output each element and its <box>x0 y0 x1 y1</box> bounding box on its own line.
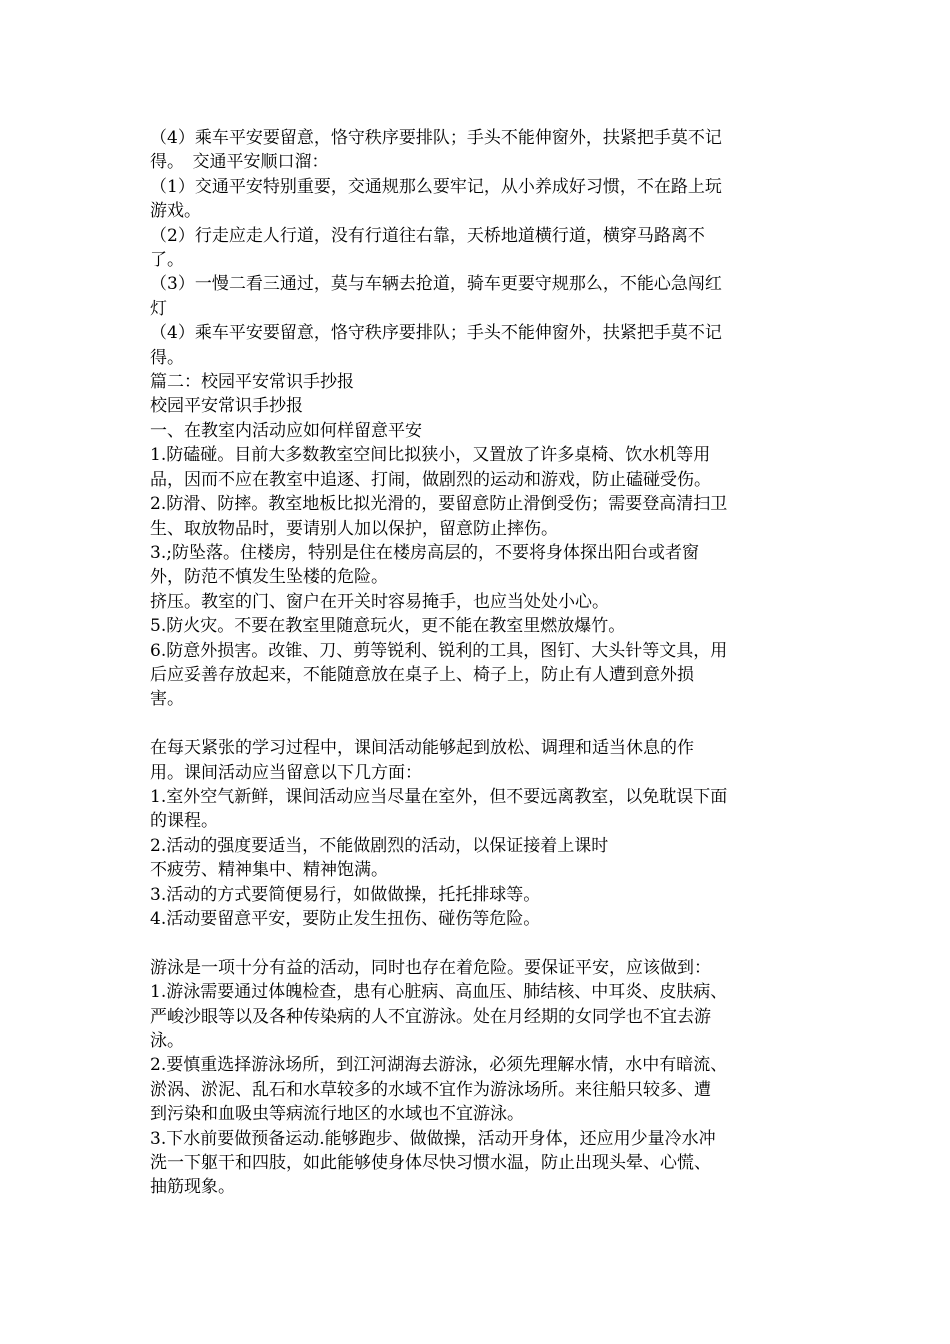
text-line: 1.室外空气新鲜，课间活动应当尽量在室外，但不要远离教室，以免耽误下面 <box>150 786 728 807</box>
text-line: 3.下水前要做预备运动.能够跑步、做做操，活动开身体，还应用少量冷水冲 <box>150 1128 716 1149</box>
text-line: 泳。 <box>150 1031 184 1051</box>
text-line: （2）行走应走人行道，没有行道往右靠，天桥地道横行道，横穿马路离不 <box>150 225 705 246</box>
text-line: 后应妥善存放起来，不能随意放在桌子上、椅子上，防止有人遭到意外损 <box>150 664 694 685</box>
text-line: 游戏。 <box>150 201 201 222</box>
text-line: 到污染和血吸虫等病流行地区的水域也不宜游泳。 <box>150 1104 524 1125</box>
text-line: 淤涡、淤泥、乱石和水草较多的水域不宜作为游泳场所。来往船只较多、遭 <box>150 1079 711 1100</box>
text-line: 6.防意外损害。改锥、刀、剪等锐利、锐利的工具，图钉、大头针等文具，用 <box>150 640 728 661</box>
text-line: 2.防滑、防摔。教室地板比拟光滑的，要留意防止滑倒受伤；需要登高清扫卫 <box>150 494 728 515</box>
text-line: 1.防磕碰。目前大多数教室空间比拟狭小，又置放了许多桌椅、饮水机等用 <box>150 445 711 466</box>
document-body <box>150 126 810 1200</box>
text-line: 不疲劳、精神集中、精神饱满。 <box>150 860 388 881</box>
text-line: （4）乘车平安要留意，恪守秩序要排队；手头不能伸窗外，扶紧把手莫不记 <box>150 128 722 148</box>
text-line: 5.防火灾。不要在教室里随意玩火，更不能在教室里燃放爆竹。 <box>150 616 626 637</box>
text-line: （4）乘车平安要留意，恪守秩序要排队；手头不能伸窗外，扶紧把手莫不记 <box>150 323 722 344</box>
text-line: 生、取放物品时，要请别人加以保护，留意防止摔伤。 <box>150 518 558 539</box>
text-line: 了。 <box>150 250 184 271</box>
text-line: 4.活动要留意平安，要防止发生扭伤、碰伤等危险。 <box>150 908 541 929</box>
text-line: 得。 交通平安顺口溜： <box>150 152 329 173</box>
text-line: 得。 <box>150 347 184 368</box>
text-line: （1）交通平安特别重要，交通规那么要牢记，从小养成好习惯，不在路上玩 <box>150 176 722 197</box>
text-line: 严峻沙眼等以及各种传染病的人不宜游泳。处在月经期的女同学也不宜去游 <box>150 1006 711 1027</box>
text-line: （3）一慢二看三通过，莫与车辆去抢道，骑车更要守规那么，不能心急闯红 <box>150 274 722 295</box>
text-line: 洗一下躯干和四肢，如此能够使身体尽快习惯水温，防止出现头晕、心慌、 <box>150 1153 711 1174</box>
text-line: 篇二：校园平安常识手抄报 <box>150 372 354 393</box>
text-line: 挤压。教室的门、窗户在开关时容易掩手，也应当处处小心。 <box>150 591 609 612</box>
text-line: 校园平安常识手抄报 <box>150 396 303 417</box>
text-line: 品，因而不应在教室中追逐、打闹，做剧烈的运动和游戏，防止磕碰受伤。 <box>150 469 711 490</box>
text-line: 一、在教室内活动应如何样留意平安 <box>150 420 422 441</box>
text-line: 3.;防坠落。住楼房，特别是住在楼房高层的，不要将身体探出阳台或者窗 <box>150 542 699 563</box>
text-line: 2.活动的强度要适当，不能做剧烈的活动，以保证接着上课时 <box>150 835 609 856</box>
text-line: 灯 <box>150 298 167 319</box>
text-line: 1.游泳需要通过体魄检查，患有心脏病、高血压、肺结核、中耳炎、皮肤病、 <box>150 982 728 1003</box>
text-line: 用。课间活动应当留意以下几方面： <box>150 762 422 783</box>
paragraph-gap <box>150 931 810 955</box>
text-line: 在每天紧张的学习过程中，课间活动能够起到放松、调理和适当休息的作 <box>150 738 694 759</box>
paragraph-gap <box>150 712 810 736</box>
text-line: 外，防范不慎发生坠楼的危险。 <box>150 567 388 588</box>
text-line: 3.活动的方式要简便易行，如做做操，托托排球等。 <box>150 884 541 905</box>
text-line: 游泳是一项十分有益的活动，同时也存在着危险。要保证平安，应该做到： <box>150 957 711 978</box>
text-line: 抽筋现象。 <box>150 1177 235 1198</box>
text-line: 害。 <box>150 689 184 710</box>
text-line: 的课程。 <box>150 811 218 832</box>
text-line: 2.要慎重选择游泳场所，到江河湖海去游泳，必须先理解水情，水中有暗流、 <box>150 1055 728 1076</box>
